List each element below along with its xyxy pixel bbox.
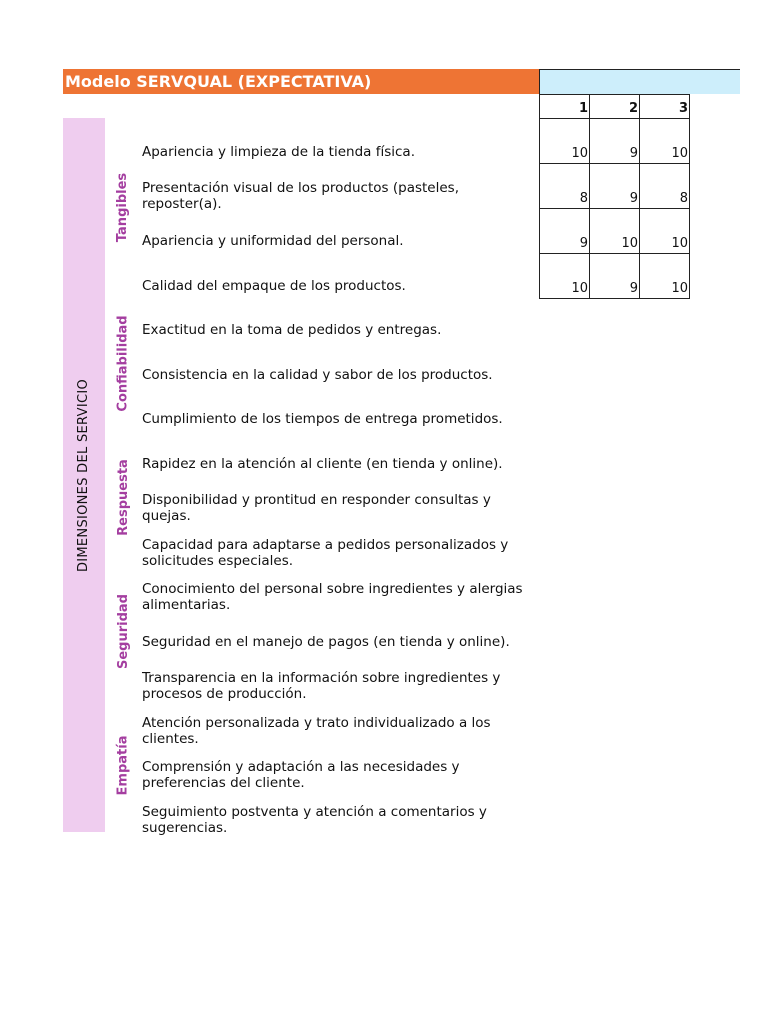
score-row — [540, 164, 690, 209]
category-empatia — [107, 698, 139, 832]
column-header[interactable]: 3 — [640, 95, 690, 119]
item-row: Presentación visual de los productos (pasteles, reposter(a). — [142, 180, 459, 212]
item-row: Transparencia en la información sobre ingredientes y procesos de producción. — [142, 670, 501, 702]
score-cell[interactable]: 10 — [640, 254, 690, 299]
score-header-row — [540, 95, 690, 119]
item-row: Atención personalizada y trato individualizado a los clientes. — [142, 715, 491, 747]
item-row: Seguimiento postventa y atención a comentarios y sugerencias. — [142, 804, 487, 836]
score-cell[interactable]: 9 — [590, 254, 640, 299]
category-label: Confiabilidad — [115, 314, 131, 412]
item-row: Capacidad para adaptarse a pedidos personalizados y solicitudes especiales. — [142, 537, 509, 569]
column-header[interactable]: 1 — [540, 95, 590, 119]
category-confiabilidad — [107, 296, 139, 430]
score-cell[interactable]: 10 — [540, 254, 590, 299]
item-row: Conocimiento del personal sobre ingredientes y alergias alimentarias. — [142, 581, 523, 613]
category-label: Seguridad — [115, 593, 131, 669]
item-row: Comprensión y adaptación a las necesidades y preferencias del cliente. — [142, 759, 460, 791]
item-row: Seguridad en el manejo de pagos (en tienda y online). — [142, 634, 510, 650]
score-cell[interactable]: 10 — [640, 209, 690, 254]
score-cell[interactable]: 9 — [590, 164, 640, 209]
score-row — [540, 254, 690, 299]
item-row: Consistencia en la calidad y sabor de los productos. — [142, 367, 493, 383]
score-table — [539, 94, 690, 299]
item-row: Disponibilidad y prontitud en responder consultas y quejas. — [142, 492, 491, 524]
category-label: Empatía — [115, 735, 131, 795]
item-row: Calidad del empaque de los productos. — [142, 278, 406, 294]
item-row: Apariencia y limpieza de la tienda física. — [142, 144, 415, 160]
item-row: Cumplimiento de los tiempos de entrega prometidos. — [142, 411, 503, 427]
header-blue-cell[interactable] — [539, 69, 740, 94]
score-cell[interactable]: 8 — [640, 164, 690, 209]
page-title: Modelo SERVQUAL (EXPECTATIVA) — [63, 69, 539, 94]
score-cell[interactable]: 8 — [540, 164, 590, 209]
item-row: Exactitud en la toma de pedidos y entregas. — [142, 322, 442, 338]
score-cell[interactable]: 9 — [540, 209, 590, 254]
item-row: Rapidez en la atención al cliente (en tienda y online). — [142, 456, 503, 472]
score-cell[interactable]: 9 — [590, 119, 640, 164]
score-row — [540, 209, 690, 254]
score-row — [540, 119, 690, 164]
category-tangibles — [107, 118, 139, 296]
category-respuesta — [107, 430, 139, 564]
item-row: Apariencia y uniformidad del personal. — [142, 233, 404, 249]
dimensions-label — [63, 118, 105, 832]
category-label: Respuesta — [115, 458, 131, 536]
score-cell[interactable]: 10 — [590, 209, 640, 254]
score-cell[interactable]: 10 — [540, 119, 590, 164]
category-label: Tangibles — [115, 172, 131, 242]
category-seguridad — [107, 564, 139, 698]
column-header[interactable]: 2 — [590, 95, 640, 119]
dimensions-label-text: DIMENSIONES DEL SERVICIO — [76, 378, 92, 572]
score-cell[interactable]: 10 — [640, 119, 690, 164]
